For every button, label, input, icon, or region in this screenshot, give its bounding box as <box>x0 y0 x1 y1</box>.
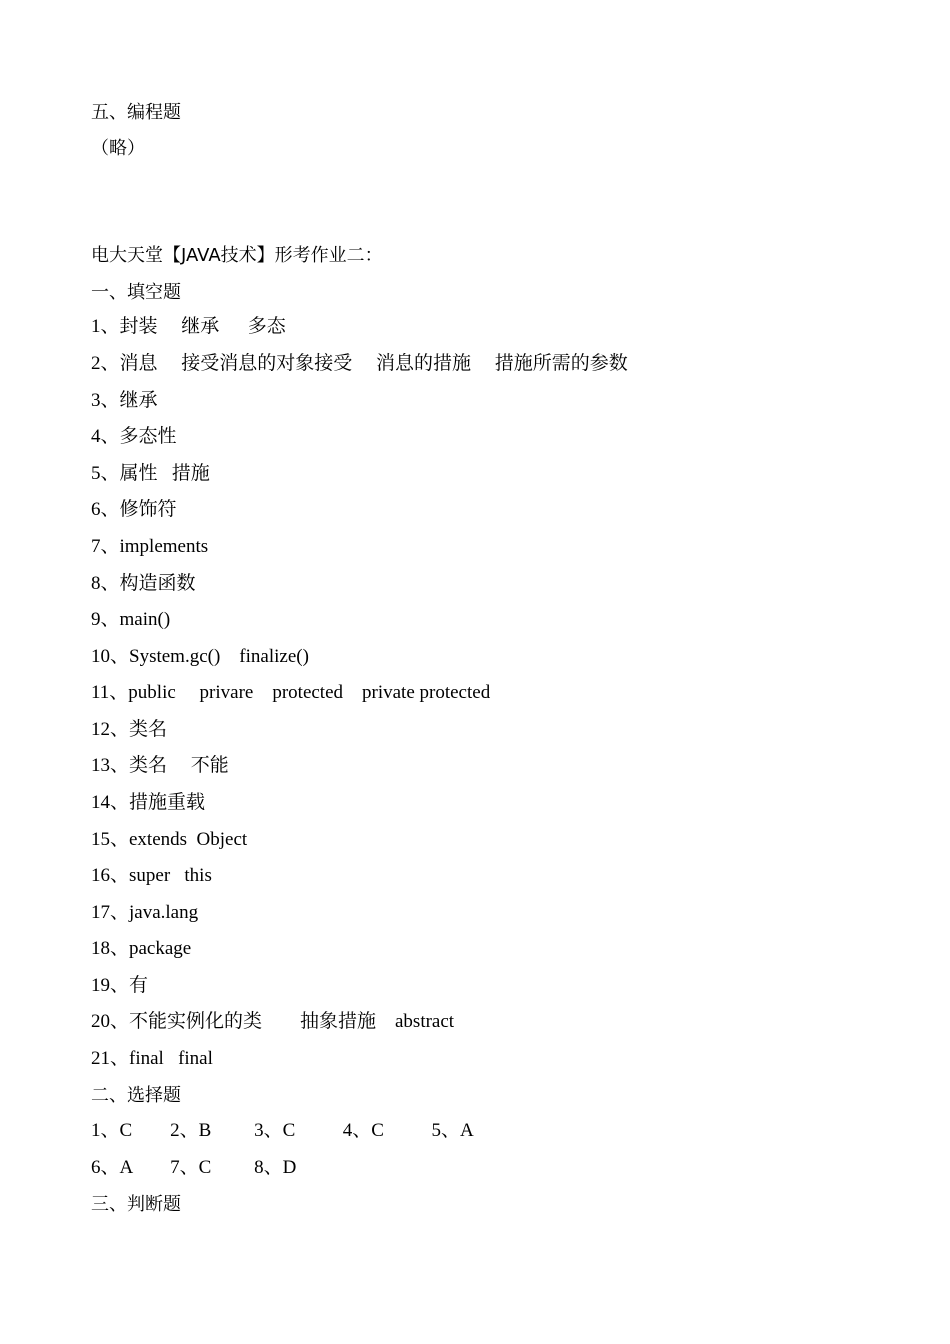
answer-line: 9、main() <box>91 609 171 630</box>
section-heading-programming: 五、编程题 <box>91 102 181 123</box>
answer-line: 6、修饰符 <box>91 499 177 520</box>
section-heading-multiple-choice: 二、选择题 <box>91 1085 181 1106</box>
answer-line: 12、类名 <box>91 719 168 740</box>
answer-line: 10、System.gc() finalize() <box>91 646 309 667</box>
answer-line: 1、封装 继承 多态 <box>91 316 286 337</box>
answer-line: 19、有 <box>91 975 149 996</box>
answer-line: 11、public privare protected private protected <box>91 682 491 703</box>
answer-line: 20、不能实例化的类 抽象措施 abstract <box>91 1011 455 1032</box>
answer-line: 14、措施重载 <box>91 792 206 813</box>
answer-line: 3、继承 <box>91 390 158 411</box>
answer-line: 2、消息 接受消息的对象接受 消息的措施 措施所需的参数 <box>91 353 628 374</box>
answer-line: 16、super this <box>91 865 212 886</box>
section-note-omitted: （略） <box>91 138 145 158</box>
section-heading-fill-in-blank: 一、填空题 <box>91 282 181 303</box>
answer-line: 18、package <box>91 938 192 959</box>
choice-answer-row: 1、C 2、B 3、C 4、C 5、A <box>91 1120 474 1141</box>
answer-line: 17、java.lang <box>91 902 199 923</box>
answer-line: 4、多态性 <box>91 426 177 447</box>
answer-line: 8、构造函数 <box>91 573 196 594</box>
answer-line: 7、implements <box>91 536 209 557</box>
section-heading-true-false: 三、判断题 <box>91 1194 181 1215</box>
answer-line: 5、属性 措施 <box>91 463 210 484</box>
choice-answer-row: 6、A 7、C 8、D <box>91 1157 297 1178</box>
assignment-title: 电大天堂【JAVA技术】形考作业二： <box>91 245 383 266</box>
answer-line: 15、extends Object <box>91 829 248 850</box>
answer-line: 13、类名 不能 <box>91 755 229 776</box>
answer-line: 21、final final <box>91 1048 213 1069</box>
